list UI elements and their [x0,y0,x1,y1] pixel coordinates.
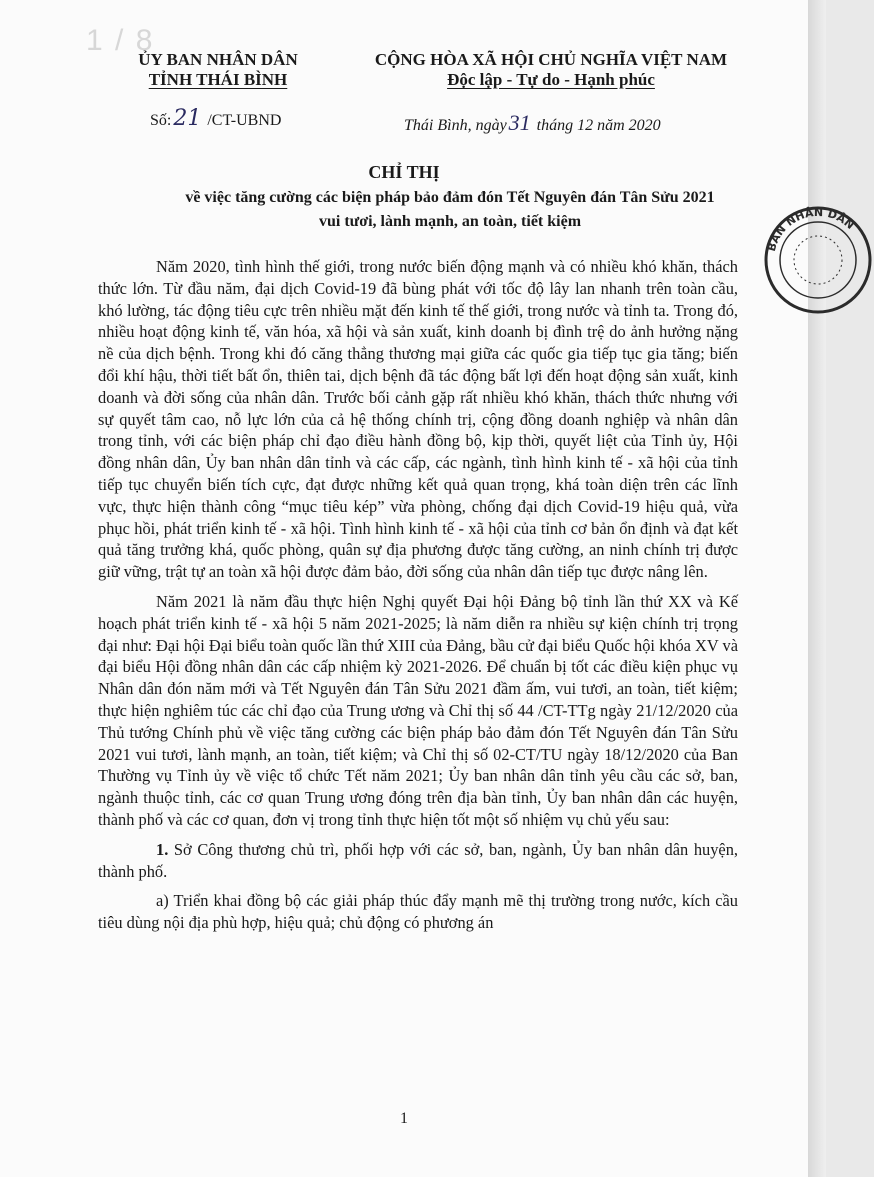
document-date-day: 31 [508,110,531,135]
document-date [404,110,661,136]
document-number-handwritten: 21 [173,106,202,131]
document-date-prefix: Thái Bình, ngày [404,117,507,134]
document-subtitle [150,186,750,234]
list-item-1-number: 1. [156,839,169,859]
document-number-prefix: Số: [150,112,172,129]
official-seal-stamp [762,204,874,316]
document-date-suffix: tháng 12 năm 2020 [536,117,661,134]
page-edge [808,0,826,1177]
svg-text:BAN NHÂN DÂN [765,206,857,253]
document-body [98,256,738,942]
issuing-authority-line2: TỈNH THÁI BÌNH [148,70,288,89]
page-number: 1 [400,1110,408,1127]
list-item-1 [98,839,738,883]
document-number [150,106,281,131]
national-motto-line1: CỘNG HÒA XÃ HỘI CHỦ NGHĨA VIỆT NAM [374,50,728,69]
national-motto-line2: Độc lập - Tự do - Hạnh phúc [447,70,655,89]
paragraph-1: Năm 2020, tình hình thế giới, trong nước biến động mạnh và có nhiều khó khăn, thách thức lớn. Từ đầu năm, đại dịch Covid-19 đã bùng phát với tốc độ lây lan nhanh trên toàn cầu, khó lường, tác động tiêu cực trên nhiều mặt đến kinh tế thế giới, trong nước và tỉnh ta. Trong đó, nhiều hoạt động kinh tế, văn hóa, xã hội và sản xuất, kinh doanh bị đình trệ do ảnh hưởng nặng nề của dịch bệnh. Trong khi đó căng thẳng thương mại giữa các quốc gia tiếp tục gia tăng; biến đổi khí hậu, thời tiết bất ổn, thiên tai, dịch bệnh đã tác động bất lợi đến hoạt động sản xuất, kinh doanh và đời sống của nhân dân. Trước bối cảnh gặp rất nhiều khó khăn, thách thức nhưng với sự quyết tâm cao, nỗ lực lớn của cả hệ thống chính trị, cộng đồng doanh nghiệp và nhân dân trong tỉnh, với các biện pháp chỉ đạo điều hành đồng bộ, kịp thời, quyết liệt của Tỉnh ủy, Hội đồng nhân dân, Ủy ban nhân dân tỉnh và các cấp, các ngành, tình hình kinh tế - xã hội của tỉnh tiếp tục chuyển biến tích cực, đạt được những kết quả quan trọng, khá toàn diện trên các lĩnh vực, thực hiện thành công “mục tiêu kép” vừa phòng, chống đại dịch Covid-19 hiệu quả, vừa phục hồi, phát triển kinh tế - xã hội. Tình hình kinh tế - xã hội của tỉnh cơ bản ổn định và đạt kết quả tăng trưởng khá, quốc phòng, quân sự địa phương được tăng cường, an ninh chính trị được giữ vững, trật tự an toàn xã hội được đảm bảo, đời sống của nhân dân tiếp tục được nâng lên. [98,257,738,582]
list-item-1-text: Sở Công thương chủ trì, phối hợp với các sở, ban, ngành, Ủy ban nhân dân huyện, thành phố. [98,839,738,881]
document-number-suffix: /CT-UBND [207,112,282,129]
document-title: CHỈ THỊ [368,162,440,182]
issuing-authority [118,50,318,90]
issuing-authority-line1: ỦY BAN NHÂN DÂN [138,50,298,69]
list-item-a: a) Triển khai đồng bộ các giải pháp thúc đẩy mạnh mẽ thị trường trong nước, kích cầu tiêu dùng nội địa phù hợp, hiệu quả; chủ động có phương án [98,891,738,933]
subtitle-line2: vui tươi, lành mạnh, an toàn, tiết kiệm [318,213,582,230]
national-motto [362,50,740,90]
subtitle-line1: về việc tăng cường các biện pháp bảo đảm đón Tết Nguyên đán Tân Sửu 2021 [185,189,715,206]
stamp-text: BAN NHÂN DÂN [764,205,857,253]
paragraph-2: Năm 2021 là năm đầu thực hiện Nghị quyết Đại hội Đảng bộ tỉnh lần thứ XX và Kế hoạch phát triển kinh tế - xã hội 5 năm 2021-2025; là năm diễn ra nhiều sự kiện chính trị trọng đại như: Đại hội Đại biểu toàn quốc lần thứ XIII của Đảng, bầu cử đại biểu Quốc hội khóa XV và đại biểu Hội đồng nhân dân các cấp nhiệm kỳ 2021-2026. Để chuẩn bị tốt các điều kiện phục vụ Nhân dân đón năm mới và Tết Nguyên đán Tân Sửu 2021 đầm ấm, vui tươi, an toàn, tiết kiệm; thực hiện nghiêm túc các chỉ đạo của Trung ương và Chỉ thị số 44 /CT-TTg ngày 21/12/2020 của Thủ tướng Chính phủ về việc tăng cường các biện pháp bảo đảm đón Tết Nguyên đán Tân Sửu 2021 vui tươi, lành mạnh, an toàn, tiết kiệm; và Chỉ thị số 02-CT/TU ngày 18/12/2020 của Ban Thường vụ Tỉnh ủy về việc tổ chức Tết năm 2021; Ủy ban nhân dân tỉnh yêu cầu các sở, ban, ngành thuộc tỉnh, các cơ quan Trung ương đóng trên địa bàn tỉnh, Ủy ban nhân dân các huyện, thành phố và các cơ quan, đơn vị trong tỉnh thực hiện tốt một số nhiệm vụ chủ yếu sau: [98,591,738,829]
page-counter-watermark: 1 / 8 [86,24,155,57]
